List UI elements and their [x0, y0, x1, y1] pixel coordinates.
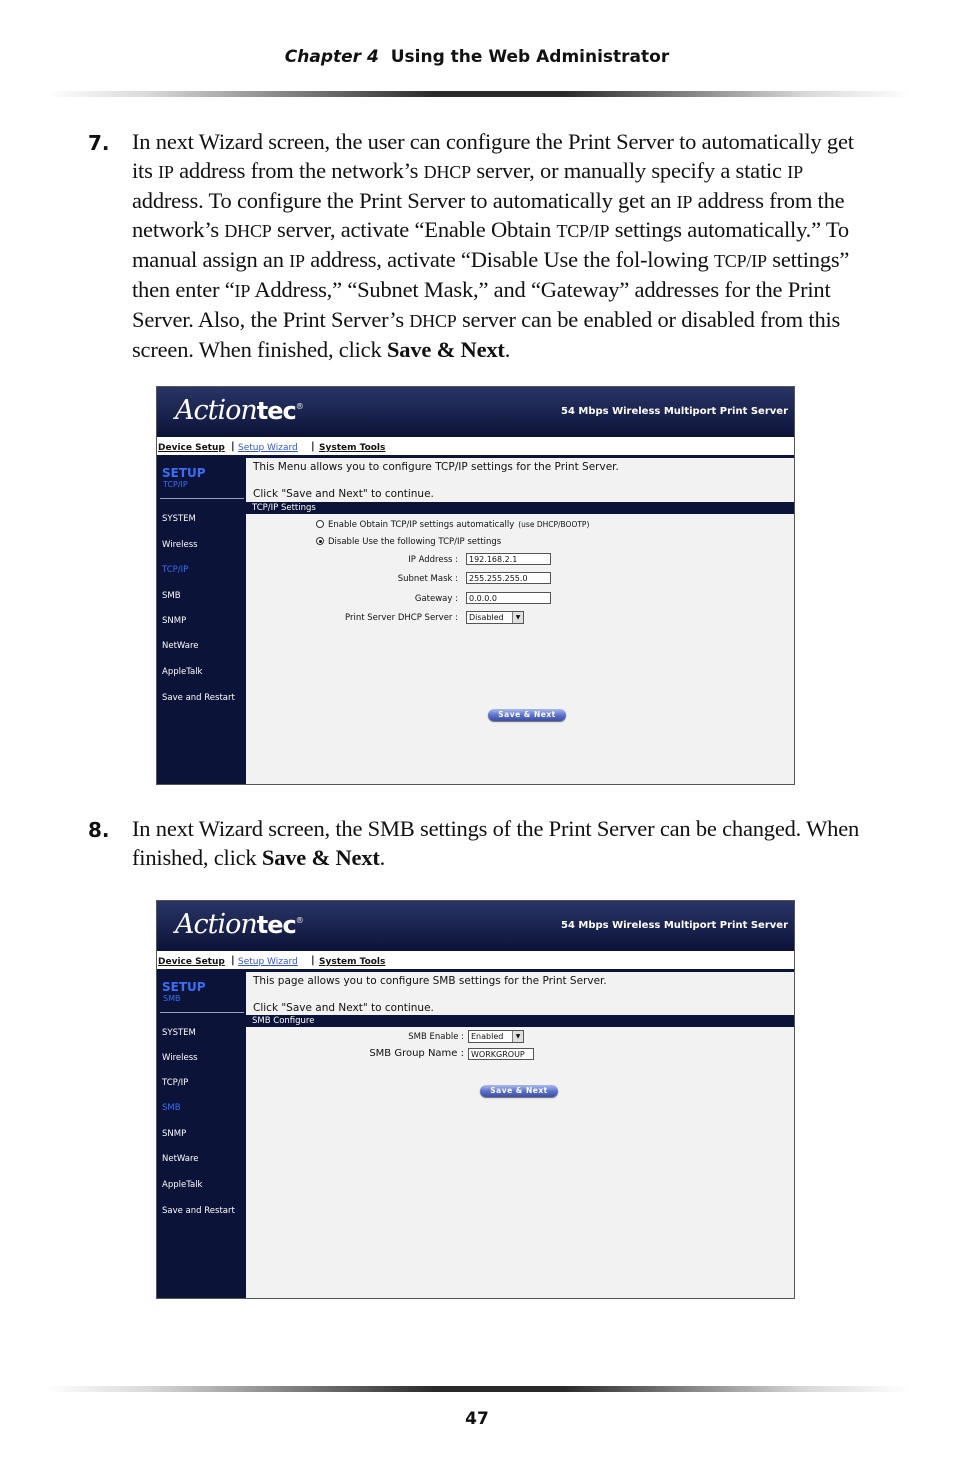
- sidebar-item-netware[interactable]: NetWare: [162, 1154, 199, 1164]
- sidebar-setup-title: SETUP: [162, 466, 206, 480]
- dhcp-server-label: Print Server DHCP Server :: [345, 613, 458, 623]
- actiontec-logo: Actiontec®: [175, 909, 303, 940]
- main-panel: [246, 972, 794, 1298]
- acronym-text: TCP/IP: [714, 251, 767, 272]
- header-rule: [45, 91, 910, 97]
- sidebar-divider: [160, 1012, 244, 1013]
- body-text: settings automatically.” To manual assign an: [132, 217, 849, 273]
- acronym-text: IP: [787, 161, 803, 182]
- bold-text: Save & Next: [261, 844, 380, 870]
- smb-group-input[interactable]: WORKGROUP: [468, 1048, 534, 1060]
- continue-text: Click "Save and Next" to continue.: [253, 1002, 434, 1014]
- section-bar: [246, 502, 794, 514]
- subnet-mask-label: Subnet Mask :: [397, 574, 458, 584]
- sidebar-item-smb[interactable]: SMB: [162, 591, 181, 601]
- subnet-mask-input[interactable]: 255.255.255.0: [466, 572, 551, 584]
- sidebar-subtitle: SMB: [163, 994, 181, 1003]
- sidebar-item-save-restart[interactable]: Save and Restart: [162, 1206, 235, 1216]
- acronym-text: TCP/IP: [556, 221, 610, 242]
- sidebar-item-snmp[interactable]: SNMP: [162, 1129, 187, 1139]
- chevron-down-icon[interactable]: ▼: [512, 612, 523, 623]
- acronym-text: IP: [158, 161, 174, 182]
- tab-device-setup[interactable]: Device Setup: [158, 443, 225, 453]
- continue-text: Click "Save and Next" to continue.: [253, 488, 434, 500]
- screenshot-tcpip: [156, 386, 795, 785]
- footer-rule: [45, 1386, 910, 1392]
- body-text: .: [379, 844, 386, 870]
- ip-address-input[interactable]: 192.168.2.1: [466, 553, 551, 565]
- tab-bar: [157, 953, 794, 969]
- banner: [157, 387, 794, 437]
- tab-separator: |: [231, 955, 235, 966]
- step-text: [132, 128, 878, 364]
- dhcp-server-select[interactable]: Disabled ▼: [466, 611, 524, 624]
- chapter-title: Using the Web Administrator: [390, 47, 670, 67]
- acronym-text: IP: [676, 191, 693, 212]
- sidebar-subtitle: TCP/IP: [163, 480, 188, 489]
- section-bar: [246, 1015, 794, 1027]
- tab-bar: [157, 439, 794, 455]
- acronym-text: DHCP: [224, 221, 272, 242]
- tab-separator: |: [311, 955, 315, 966]
- smb-enable-label: SMB Enable :: [408, 1032, 464, 1042]
- save-next-button[interactable]: Save & Next: [480, 1085, 558, 1097]
- acronym-text: IP: [234, 280, 251, 301]
- sidebar-item-system[interactable]: SYSTEM: [162, 1028, 196, 1038]
- tab-setup-wizard[interactable]: Setup Wizard: [238, 443, 298, 453]
- body-text: server, or manually specify a static: [470, 157, 788, 183]
- body-text: In next Wizard screen, the user can configure the Print Server to automatically get its: [132, 129, 854, 183]
- sidebar-item-save-restart[interactable]: Save and Restart: [162, 693, 235, 703]
- acronym-text: IP: [289, 251, 305, 272]
- sidebar-item-appletalk[interactable]: AppleTalk: [162, 667, 203, 677]
- sidebar-item-system[interactable]: SYSTEM: [162, 514, 196, 524]
- sidebar-item-tcpip[interactable]: TCP/IP: [162, 1078, 189, 1088]
- page-number: 47: [465, 1409, 489, 1429]
- chevron-down-icon[interactable]: ▼: [512, 1031, 523, 1042]
- sidebar-item-appletalk[interactable]: AppleTalk: [162, 1180, 203, 1190]
- radio-disable-use[interactable]: Disable Use the following TCP/IP settings: [316, 537, 501, 547]
- body-text: address. To configure the Print Server to automatically get an: [132, 187, 677, 213]
- body-text: Address,” “Subnet Mask,” and “Gateway” addresses for the Print Server. Also, the Print Server’s: [132, 276, 831, 332]
- sidebar-setup-title: SETUP: [162, 980, 206, 994]
- chapter-label: Chapter 4: [284, 47, 379, 67]
- step-number: 7.: [88, 131, 110, 155]
- step-7: [88, 128, 878, 364]
- sidebar-item-snmp[interactable]: SNMP: [162, 616, 187, 626]
- step-text: [132, 815, 878, 873]
- acronym-text: DHCP: [423, 161, 471, 182]
- body-text: server, activate “Enable Obtain: [271, 217, 557, 243]
- bold-text: Save & Next: [386, 336, 505, 362]
- tab-system-tools[interactable]: System Tools: [319, 957, 386, 967]
- running-header: [0, 47, 954, 67]
- radio-off-icon[interactable]: [316, 520, 324, 528]
- sidebar: [157, 458, 246, 784]
- acronym-text: DHCP: [409, 310, 457, 331]
- actiontec-logo: Actiontec®: [175, 395, 303, 426]
- ip-address-label: IP Address :: [408, 555, 458, 565]
- tab-setup-wizard[interactable]: Setup Wizard: [238, 957, 298, 967]
- save-next-button[interactable]: Save & Next: [488, 709, 566, 721]
- section-title: SMB Configure: [252, 1016, 315, 1026]
- sidebar-item-tcpip[interactable]: TCP/IP: [162, 565, 189, 575]
- body-text: address, activate “Disable Use the fol-lowing: [304, 247, 715, 273]
- banner: [157, 901, 794, 951]
- radio-enable-obtain[interactable]: Enable Obtain TCP/IP settings automatically (use DHCP/BOOTP): [316, 520, 589, 530]
- sidebar: [157, 972, 246, 1298]
- radio-on-icon[interactable]: [316, 537, 324, 545]
- sidebar-item-wireless[interactable]: Wireless: [162, 540, 198, 550]
- product-name: 54 Mbps Wireless Multiport Print Server: [560, 406, 788, 417]
- tab-separator: |: [311, 441, 315, 452]
- sidebar-item-smb[interactable]: SMB: [162, 1103, 181, 1113]
- intro-text: This page allows you to configure SMB settings for the Print Server.: [253, 975, 607, 987]
- body-text: In next Wizard screen, the SMB settings of the Print Server can be changed. When finished, click: [132, 816, 860, 870]
- screenshot-smb: [156, 900, 795, 1299]
- body-text: settings” then enter “: [132, 247, 850, 302]
- body-text: server can be enabled or disabled from this screen. When finished, click: [132, 306, 841, 362]
- body-text: .: [504, 336, 511, 362]
- sidebar-divider: [160, 498, 244, 499]
- section-title: TCP/IP Settings: [252, 503, 316, 513]
- body-text: address from the network’s: [173, 157, 424, 183]
- gateway-label: Gateway :: [414, 594, 458, 604]
- main-panel: [246, 458, 794, 784]
- sidebar-item-netware[interactable]: NetWare: [162, 641, 199, 651]
- step-number: 8.: [88, 818, 110, 842]
- smb-enable-select[interactable]: Enabled ▼: [468, 1030, 524, 1043]
- tab-system-tools[interactable]: System Tools: [319, 443, 386, 453]
- smb-group-label: SMB Group Name :: [369, 1048, 464, 1059]
- gateway-input[interactable]: 0.0.0.0: [466, 592, 551, 604]
- intro-text: This Menu allows you to configure TCP/IP settings for the Print Server.: [253, 461, 619, 473]
- tab-device-setup[interactable]: Device Setup: [158, 957, 225, 967]
- body-text: address from the network’s: [132, 187, 845, 243]
- sidebar-item-wireless[interactable]: Wireless: [162, 1053, 198, 1063]
- product-name: 54 Mbps Wireless Multiport Print Server: [560, 920, 788, 931]
- step-8: [88, 815, 878, 873]
- tab-separator: |: [231, 441, 235, 452]
